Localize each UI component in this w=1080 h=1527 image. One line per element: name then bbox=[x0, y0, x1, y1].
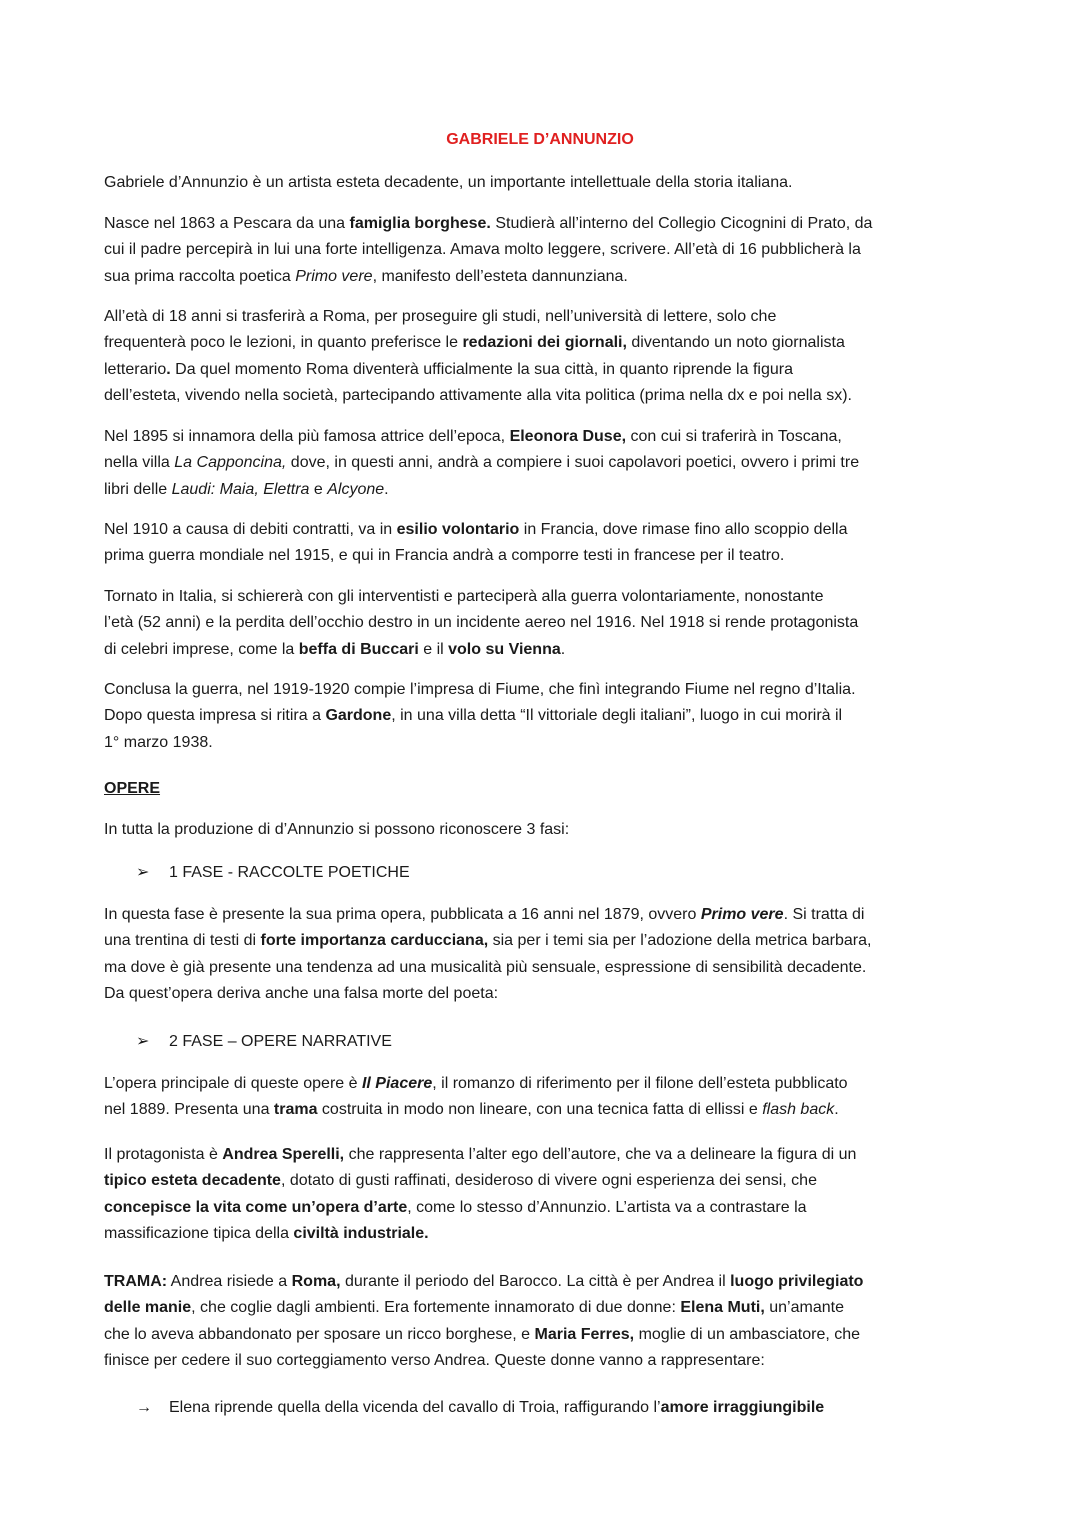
text-line: Dopo questa impresa si ritira a Gardone, in una villa detta “Il vittoriale degli italiani”, luogo in cui morirà il bbox=[104, 707, 843, 725]
text-line: In tutta la produzione di d’Annunzio si possono riconoscere 3 fasi: bbox=[104, 821, 570, 838]
text-line: TRAMA: Andrea risiede a Roma, durante il periodo del Barocco. La città è per Andrea il luogo privilegiato bbox=[104, 1273, 864, 1290]
text-line: delle manie, che coglie dagli ambienti. Era fortemente innamorato di due donne: Elena Muti, un’amante bbox=[104, 1299, 844, 1317]
text-line: che lo aveva abbandonato per sposare un ricco borghese, e Maria Ferres, moglie di un ambasciatore, che bbox=[104, 1325, 861, 1343]
text-line: All’età di 18 anni si trasferirà a Roma, per proseguire gli studi, nell’università di lettere, solo che bbox=[104, 308, 777, 325]
paragraph-phases bbox=[104, 817, 984, 843]
bullet-item-phase-2 bbox=[136, 1029, 392, 1055]
paragraph-war bbox=[104, 584, 984, 663]
right-arrow-icon: → bbox=[136, 1399, 152, 1416]
paragraph-primo-vere bbox=[104, 902, 984, 1007]
bullet-text: 2 FASE – OPERE NARRATIVE bbox=[169, 1033, 392, 1050]
text-line: L’opera principale di queste opere è Il Piacere, il romanzo di riferimento per il filone dell’esteta pubblicato bbox=[104, 1075, 848, 1092]
bullet-text-bold: amore irraggiungibile bbox=[660, 1399, 825, 1416]
bullet-item-phase-1 bbox=[136, 860, 410, 886]
paragraph-il-piacere bbox=[104, 1071, 984, 1124]
text-line: sua prima raccolta poetica Primo vere, manifesto dell’esteta dannunziana. bbox=[104, 267, 628, 285]
text-line: nella villa La Capponcina, dove, in questi anni, andrà a compiere i suoi capolavori poetici, ovvero i primi tre bbox=[104, 454, 860, 472]
document-title: GABRIELE D’ANNUNZIO bbox=[446, 131, 634, 148]
section-heading: OPERE bbox=[104, 780, 161, 797]
text-line: finisce per cedere il suo corteggiamento verso Andrea. Queste donne vanno a rappresentare: bbox=[104, 1351, 765, 1369]
text-line: di celebri imprese, come la beffa di Buccari e il volo su Vienna. bbox=[104, 640, 566, 658]
text-line: cui il padre percepirà in lui una forte intelligenza. Amava molto leggere, scrivere. All’età di 16 pubblicherà la bbox=[104, 241, 861, 259]
text-line: Nel 1895 si innamora della più famosa attrice dell’epoca, Eleonora Duse, con cui si traferirà in Toscana, bbox=[104, 428, 842, 445]
paragraph-fiume bbox=[104, 677, 984, 756]
text-line: dell’esteta, vivendo nella società, partecipando attivamente alla vita politica (prima nella dx e poi nella sx). bbox=[104, 386, 852, 404]
text-line: 1° marzo 1938. bbox=[104, 733, 213, 751]
section-heading-opere bbox=[104, 776, 984, 802]
bullet-item-elena bbox=[136, 1395, 824, 1421]
text-line: massificazione tipica della civiltà industriale. bbox=[104, 1224, 429, 1242]
paragraph-exile bbox=[104, 517, 984, 570]
text-line: frequenterà poco le lezioni, in quanto preferisce le redazioni dei giornali, diventando un noto giornalista bbox=[104, 334, 845, 352]
text-line: una trentina di testi di forte importanza carducciana, sia per i temi sia per l’adozione della metrica barbara, bbox=[104, 932, 872, 950]
text-line: libri delle Laudi: Maia, Elettra e Alcyone. bbox=[104, 480, 389, 498]
paragraph-duse bbox=[104, 424, 984, 503]
text-line: letterario. Da quel momento Roma diventerà ufficialmente la sua città, in quanto riprende la figura bbox=[104, 360, 793, 378]
text-line: Gabriele d’Annunzio è un artista esteta decadente, un importante intellettuale della storia italiana. bbox=[104, 174, 793, 191]
paragraph-intro bbox=[104, 170, 984, 196]
text-line: Nasce nel 1863 a Pescara da una famiglia borghese. Studierà all’interno del Collegio Cicognini di Prato, da bbox=[104, 215, 873, 232]
paragraph-protagonist bbox=[104, 1142, 984, 1247]
text-line: l’età (52 anni) e la perdita dell’occhio destro in un incidente aereo nel 1916. Nel 1918 si rende protagonista bbox=[104, 614, 859, 632]
arrowhead-bullet-icon: ➢ bbox=[136, 1033, 150, 1050]
arrowhead-bullet-icon: ➢ bbox=[136, 864, 150, 881]
text-line: prima guerra mondiale nel 1915, e qui in Francia andrà a comporre testi in francese per il teatro. bbox=[104, 547, 785, 565]
text-line: Da quest’opera deriva anche una falsa morte del poeta: bbox=[104, 984, 499, 1002]
paragraph-trama bbox=[104, 1269, 984, 1374]
text-line: Nel 1910 a causa di debiti contratti, va in esilio volontario in Francia, dove rimase fino allo scoppio della bbox=[104, 521, 848, 538]
text-line: Conclusa la guerra, nel 1919-1920 compie l’impresa di Fiume, che finì integrando Fiume nel regno d’Italia. bbox=[104, 681, 856, 698]
text-line: tipico esteta decadente, dotato di gusti raffinati, desideroso di vivere ogni esperienza dei sensi, che bbox=[104, 1172, 817, 1190]
text-line: Il protagonista è Andrea Sperelli, che rappresenta l’alter ego dell’autore, che va a delineare la figura di un bbox=[104, 1146, 857, 1163]
paragraph-birth bbox=[104, 211, 984, 290]
paragraph-rome bbox=[104, 304, 984, 409]
text-line: concepisce la vita come un’opera d’arte, come lo stesso d’Annunzio. L’artista va a contrastare la bbox=[104, 1198, 807, 1216]
text-line: nel 1889. Presenta una trama costruita in modo non lineare, con una tecnica fatta di ellissi e flash back. bbox=[104, 1101, 839, 1119]
text-line: In questa fase è presente la sua prima opera, pubblicata a 16 anni nel 1879, ovvero Primo vere. Si tratta di bbox=[104, 906, 865, 923]
bullet-text: 1 FASE - RACCOLTE POETICHE bbox=[169, 864, 410, 881]
text-line: ma dove è già presente una tendenza ad una musicalità più sensuale, espressione di sensibilità decadente. bbox=[104, 958, 867, 976]
text-line: Tornato in Italia, si schiererà con gli interventisti e parteciperà alla guerra volontariamente, nonostante bbox=[104, 588, 824, 605]
bullet-text: Elena riprende quella della vicenda del cavallo di Troia, raffigurando l’ bbox=[169, 1399, 661, 1416]
